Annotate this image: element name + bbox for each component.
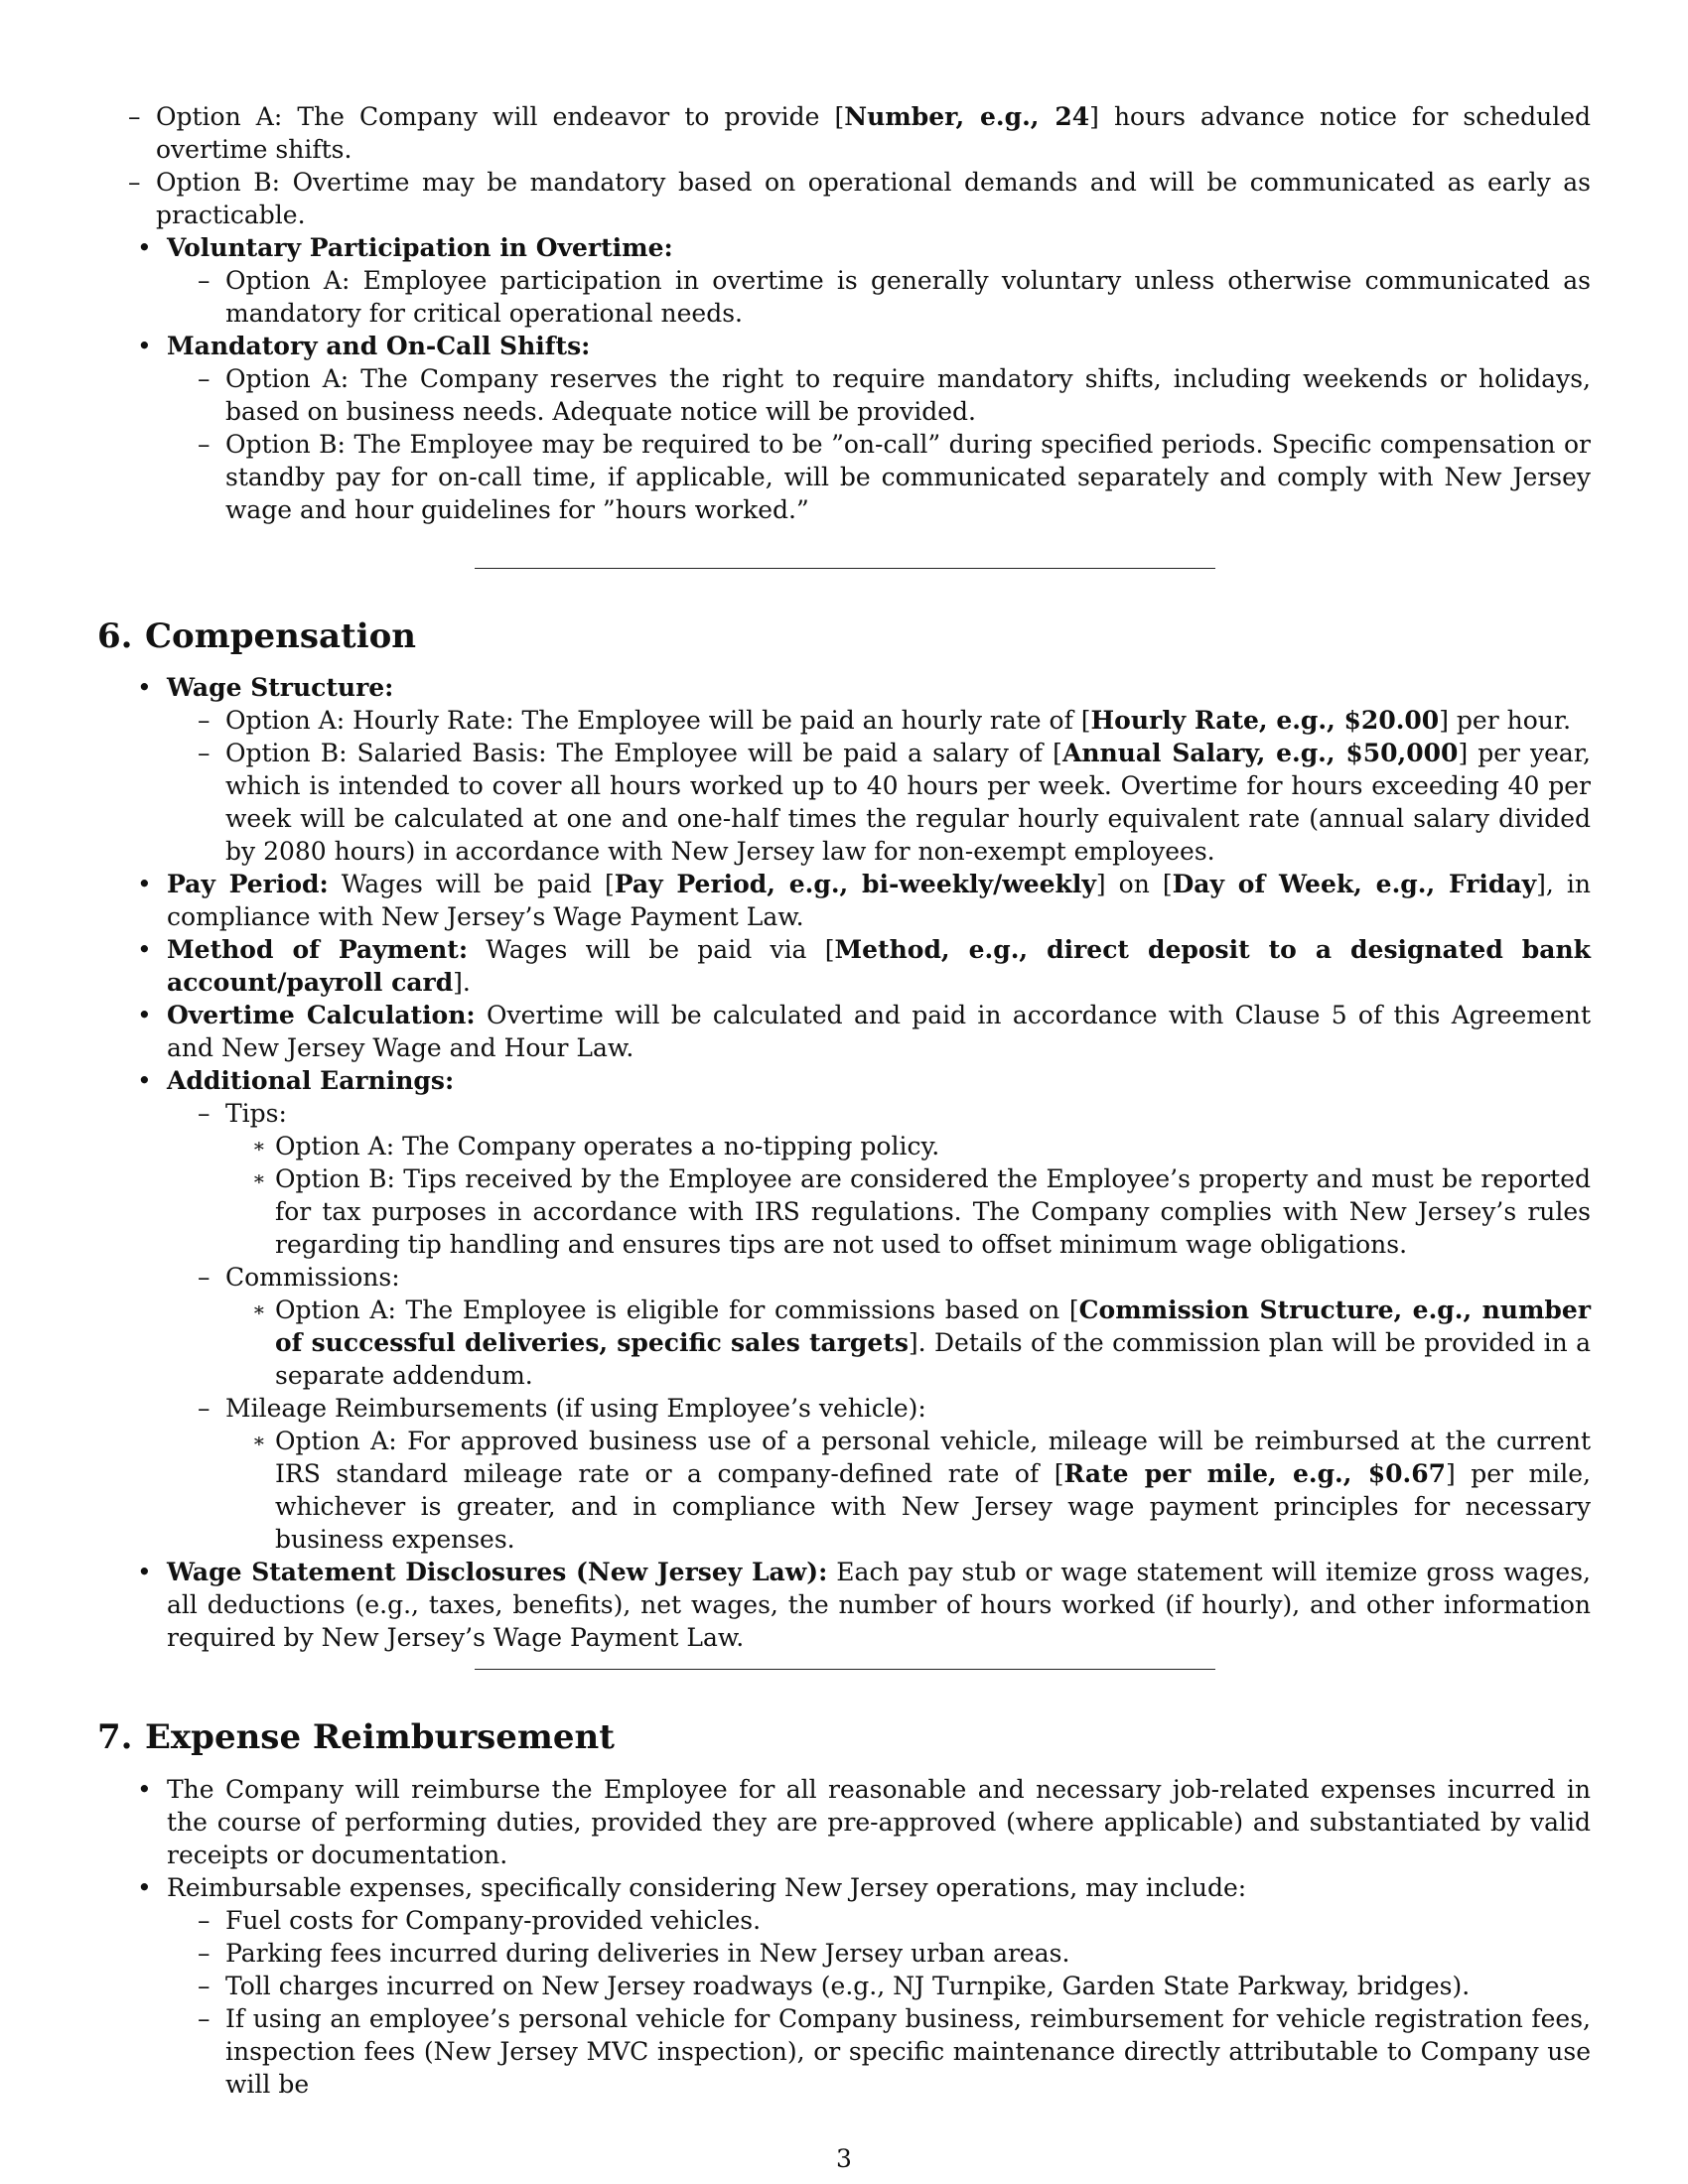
dash-marker: – [198, 266, 211, 295]
list-item [167, 1970, 1591, 2002]
subsublist [167, 1294, 1591, 1392]
expense-list [97, 1773, 1591, 2101]
item-text: Parking fees incurred during deliveries in New Jersey urban areas. [225, 1939, 1070, 1968]
bullet-marker: • [137, 870, 152, 898]
item-text: If using an employee’s personal vehicle for Company business, reimbursement for vehicle registration fees, inspection fees (New Jersey MVC inspection), or specific maintenance directly attributable to Company use will be [225, 2004, 1591, 2099]
list-item [97, 868, 1591, 933]
dash-marker: – [198, 706, 211, 735]
list-item [167, 1937, 1591, 1970]
list-item [97, 1064, 1591, 1556]
list-item [97, 933, 1591, 999]
item-heading: Additional Earnings: [167, 1066, 455, 1095]
sub-heading: Commissions: [225, 1263, 400, 1292]
compensation-list [97, 671, 1591, 1654]
item-heading: Pay Period: [167, 870, 329, 898]
item-heading: Voluntary Participation in Overtime: [167, 233, 673, 262]
sublist [97, 1904, 1591, 2101]
item-heading: Wage Structure: [167, 673, 394, 702]
dash-marker: – [198, 1939, 211, 1968]
placeholder-field: Annual Salary, e.g., $50,000 [1061, 739, 1459, 767]
option-text: Option A: Hourly Rate: The Employee will be paid an hourly rate of [ [225, 706, 1091, 735]
option-text: ] hours advance notice for scheduled overtime shifts. [156, 102, 1591, 164]
dash-marker: – [198, 364, 211, 393]
section-divider [475, 1669, 1215, 1670]
list-item [167, 737, 1591, 868]
item-text: The Company will reimburse the Employee for all reasonable and necessary job-related expenses incurred in the course of performing duties, provided they are pre-approved (where applicable) and substantiated by valid receipts or documentation. [167, 1775, 1591, 1869]
section-title: Expense Reimbursement [145, 1717, 615, 1757]
dash-marker: – [128, 168, 141, 197]
subsublist [167, 1130, 1591, 1261]
sublist [97, 362, 1591, 526]
bullet-marker: • [137, 1558, 152, 1586]
list-item [167, 362, 1591, 428]
dash-marker: – [198, 1394, 211, 1423]
option-text: Option A: Employee participation in overtime is generally voluntary unless otherwise communicated as mandatory for critical operational needs. [225, 266, 1591, 328]
section-heading-compensation [97, 616, 416, 656]
sublist [97, 264, 1591, 330]
list-item [225, 1130, 1591, 1162]
item-text: Wages will be paid via [ [468, 935, 835, 964]
placeholder-field: Number, e.g., 24 [844, 102, 1090, 131]
section-number: 7. [97, 1717, 133, 1757]
option-text: Option A: The Company will endeavor to provide [ [156, 102, 845, 131]
placeholder-field: Pay Period, e.g., bi-weekly/weekly [614, 870, 1096, 898]
list-item [97, 100, 1591, 166]
section-divider [475, 568, 1215, 569]
item-text: ]. [453, 968, 471, 997]
list-item [97, 231, 1591, 330]
star-marker: ∗ [252, 1297, 266, 1321]
item-heading: Method of Payment: [167, 935, 469, 964]
dash-marker: – [128, 102, 141, 131]
bullet-marker: • [137, 1001, 152, 1029]
bullet-marker: • [137, 233, 152, 262]
sublist [97, 1097, 1591, 1556]
list-item [167, 1904, 1591, 1937]
placeholder-field: Hourly Rate, e.g., $20.00 [1090, 706, 1440, 735]
list-item [97, 671, 1591, 868]
option-text: Option A: For approved business use of a personal vehicle, mileage will be reimbursed at the current IRS standard mileage rate or a company-defined rate of [ [275, 1427, 1591, 1488]
item-text: Wages will be paid [ [328, 870, 615, 898]
dash-marker: – [198, 430, 211, 459]
overtime-continued-list [97, 100, 1591, 526]
bullet-marker: • [137, 1873, 152, 1902]
page-number: 3 [836, 2144, 852, 2173]
option-text: Option B: The Employee may be required to be ”on-call” during specified periods. Specific compensation or standby pay for on-call time, if applicable, will be communicated separately and comply with New Jersey wage and hour guidelines for ”hours worked.” [225, 430, 1591, 524]
option-text: Option B: Overtime may be mandatory based on operational demands and will be communicated as early as practicable. [156, 168, 1591, 229]
dash-marker: – [198, 1263, 211, 1292]
option-text: Option A: The Company operates a no-tipping policy. [275, 1132, 940, 1160]
star-marker: ∗ [252, 1429, 266, 1452]
bullet-marker: • [137, 1775, 152, 1804]
option-text: ] per hour. [1439, 706, 1572, 735]
star-marker: ∗ [252, 1166, 266, 1190]
item-text: ] on [ [1095, 870, 1173, 898]
list-item [167, 264, 1591, 330]
dash-marker: – [198, 2004, 211, 2033]
item-text: Each pay stub or wage statement will itemize gross wages, all deductions (e.g., taxes, benefits), net wages, the number of hours worked (if hourly), and other information required by New Jersey’s Wage Payment Law. [167, 1558, 1591, 1652]
item-heading: Mandatory and On-Call Shifts: [167, 332, 591, 360]
option-text: Option A: The Employee is eligible for commissions based on [ [275, 1296, 1079, 1324]
item-heading: Overtime Calculation: [167, 1001, 476, 1029]
list-item [167, 428, 1591, 526]
list-item [225, 1162, 1591, 1261]
bullet-marker: • [137, 332, 152, 360]
list-item [97, 999, 1591, 1064]
item-text: Reimbursable expenses, specifically considering New Jersey operations, may include: [167, 1873, 1247, 1902]
list-item [167, 1261, 1591, 1392]
list-item [225, 1294, 1591, 1392]
placeholder-field: Rate per mile, e.g., $0.67 [1063, 1459, 1447, 1488]
list-item [97, 166, 1591, 231]
option-text: ] per mile, whichever is greater, and in compliance with New Jersey wage payment principles for necessary business expenses. [275, 1459, 1591, 1554]
option-text: Option A: The Company reserves the right to require mandatory shifts, including weekends or holidays, based on business needs. Adequate notice will be provided. [225, 364, 1591, 426]
option-text: Option B: Salaried Basis: The Employee will be paid a salary of [ [225, 739, 1062, 767]
star-marker: ∗ [252, 1134, 266, 1158]
section-title: Compensation [145, 616, 417, 656]
list-item [97, 100, 1591, 231]
subsublist [167, 1425, 1591, 1556]
item-text: Fuel costs for Company-provided vehicles. [225, 1906, 762, 1935]
item-text: Overtime will be calculated and paid in accordance with Clause 5 of this Agreement and New Jersey Wage and Hour Law. [167, 1001, 1591, 1062]
section-heading-expense [97, 1717, 615, 1757]
list-item [167, 1392, 1591, 1556]
option-text: Option B: Tips received by the Employee are considered the Employee’s property and must be reported for tax purposes in accordance with IRS regulations. The Company complies with New Jersey’s rules regarding tip handling and ensures tips are not used to offset minimum wage obligations. [275, 1164, 1591, 1259]
option-text: ]. Details of the commission plan will be provided in a separate addendum. [275, 1328, 1591, 1390]
list-item [97, 1556, 1591, 1654]
sublist [97, 100, 1591, 231]
dash-marker: – [198, 739, 211, 767]
list-item [225, 1425, 1591, 1556]
list-item [97, 330, 1591, 526]
sub-heading: Tips: [225, 1099, 287, 1128]
list-item [167, 1097, 1591, 1261]
item-text: ], in compliance with New Jersey’s Wage Payment Law. [167, 870, 1591, 931]
option-text: ] per year, which is intended to cover all hours worked up to 40 hours per week. Overtime for hours exceeding 40 per week will be calculated at one and one-half times the regular hourly equivalent rate (annual salary divided by 2080 hours) in accordance with New Jersey law for non-exempt employees. [225, 739, 1591, 866]
dash-marker: – [198, 1972, 211, 2000]
list-item [97, 1871, 1591, 2101]
bullet-marker: • [137, 935, 152, 964]
list-item [167, 704, 1591, 737]
dash-marker: – [198, 1099, 211, 1128]
item-heading: Wage Statement Disclosures (New Jersey Law): [167, 1558, 828, 1586]
list-item [167, 2002, 1591, 2101]
item-text: Toll charges incurred on New Jersey roadways (e.g., NJ Turnpike, Garden State Parkway, bridges). [225, 1972, 1471, 2000]
bullet-marker: • [137, 1066, 152, 1095]
placeholder-field: Method, e.g., direct deposit to a designated bank account/payroll card [167, 935, 1591, 997]
dash-marker: – [198, 1906, 211, 1935]
sub-heading: Mileage Reimbursements (if using Employee’s vehicle): [225, 1394, 926, 1423]
bullet-marker: • [137, 673, 152, 702]
placeholder-field: Commission Structure, e.g., number of successful deliveries, specific sales targets [275, 1296, 1591, 1357]
placeholder-field: Day of Week, e.g., Friday [1172, 870, 1537, 898]
section-number: 6. [97, 616, 133, 656]
list-item [97, 1773, 1591, 1871]
sublist [97, 704, 1591, 868]
